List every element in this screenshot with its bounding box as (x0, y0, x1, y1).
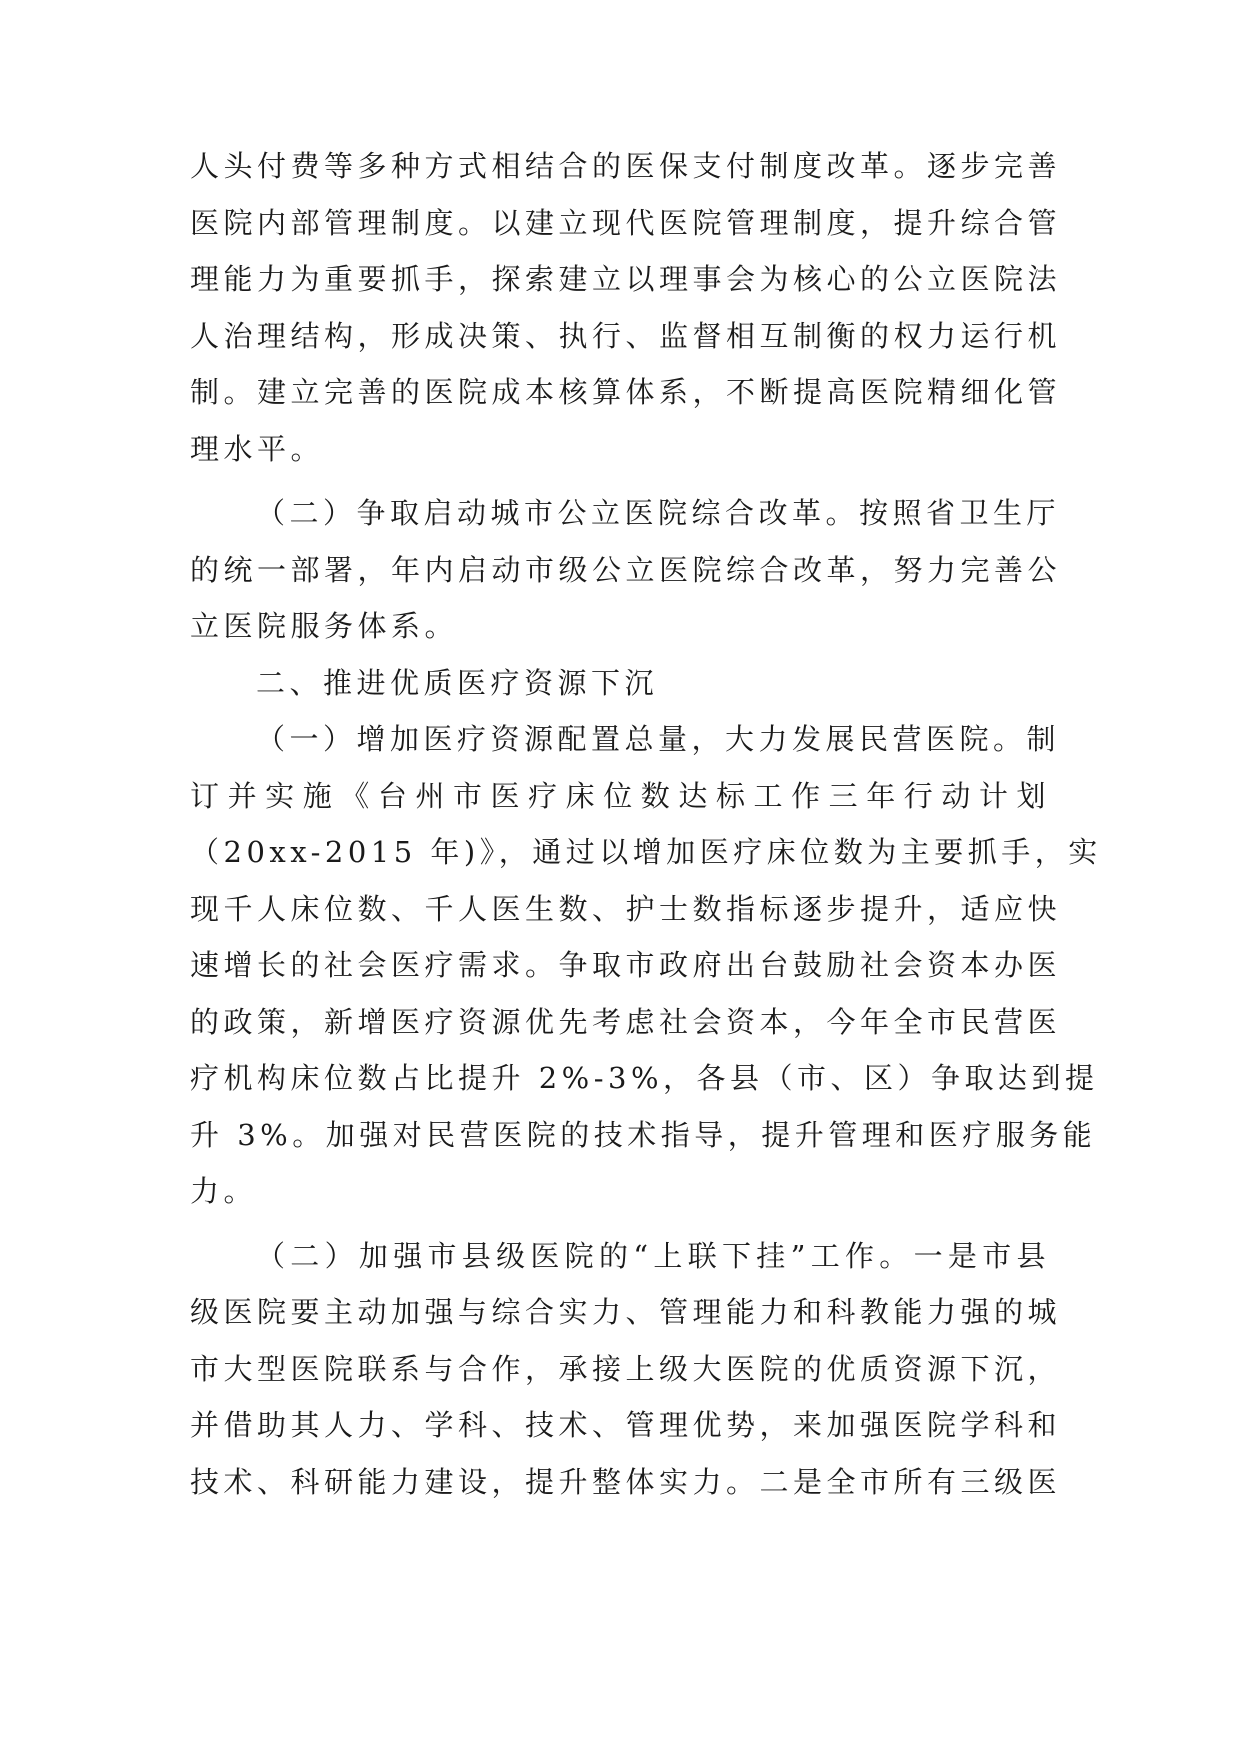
section-heading: 二、推进优质医疗资源下沉 (256, 665, 659, 700)
text-line: 并借助其人力、学科、技术、管理优势，来加强医院学科和 (190, 1408, 1062, 1442)
paragraph-heading: （二）争取启动城市公立医院综合改革。按照省卫生厅 (256, 496, 1061, 530)
text-line: 理能力为重要抓手，探索建立以理事会为核心的公立医院法 (190, 262, 1062, 296)
text-line: 升 3%。加强对民营医院的技术指导，提升管理和医疗服务能 (190, 1117, 1097, 1152)
paragraph-heading: （二）加强市县级医院的“上联下挂”工作。一是市县 (256, 1238, 1050, 1273)
text-line: 技术、科研能力建设，提升整体实力。二是全市所有三级医 (190, 1464, 1062, 1499)
paragraph-heading: （一）增加医疗资源配置总量，大力发展民营医院。制 (256, 722, 1061, 756)
text-line: 力。 (190, 1174, 258, 1208)
text-line: 人头付费等多种方式相结合的医保支付制度改革。逐步完善 (190, 149, 1062, 183)
document-body (190, 138, 1102, 1510)
text-line: 速增长的社会医疗需求。争取市政府出台鼓励社会资本办医 (190, 948, 1062, 982)
text-line: （20xx-2015 年)》，通过以增加医疗床位数为主要抓手，实 (190, 835, 1102, 869)
text-line: 制。建立完善的医院成本核算体系，不断提高医院精细化管 (190, 375, 1062, 409)
text-line: 市大型医院联系与合作，承接上级大医院的优质资源下沉， (190, 1351, 1062, 1386)
text-line: 订并实施《台州市医疗床位数达标工作三年行动计划 (190, 778, 1050, 813)
text-line: 理水平。 (190, 431, 325, 466)
text-line: 级医院要主动加强与综合实力、管理能力和科教能力强的城 (190, 1295, 1062, 1329)
text-line: 的统一部署，年内启动市级公立医院综合改革，努力完善公 (190, 552, 1062, 587)
text-line: 立医院服务体系。 (190, 609, 459, 643)
text-line: 医院内部管理制度。以建立现代医院管理制度，提升综合管 (190, 205, 1062, 240)
text-line: 的政策，新增医疗资源优先考虑社会资本，今年全市民营医 (190, 1004, 1062, 1039)
text-line: 人治理结构，形成决策、执行、监督相互制衡的权力运行机 (190, 318, 1062, 353)
text-line: 现千人床位数、千人医生数、护士数指标逐步提升，适应快 (190, 891, 1062, 926)
text-line: 疗机构床位数占比提升 2%-3%，各县（市、区）争取达到提 (190, 1061, 1099, 1095)
